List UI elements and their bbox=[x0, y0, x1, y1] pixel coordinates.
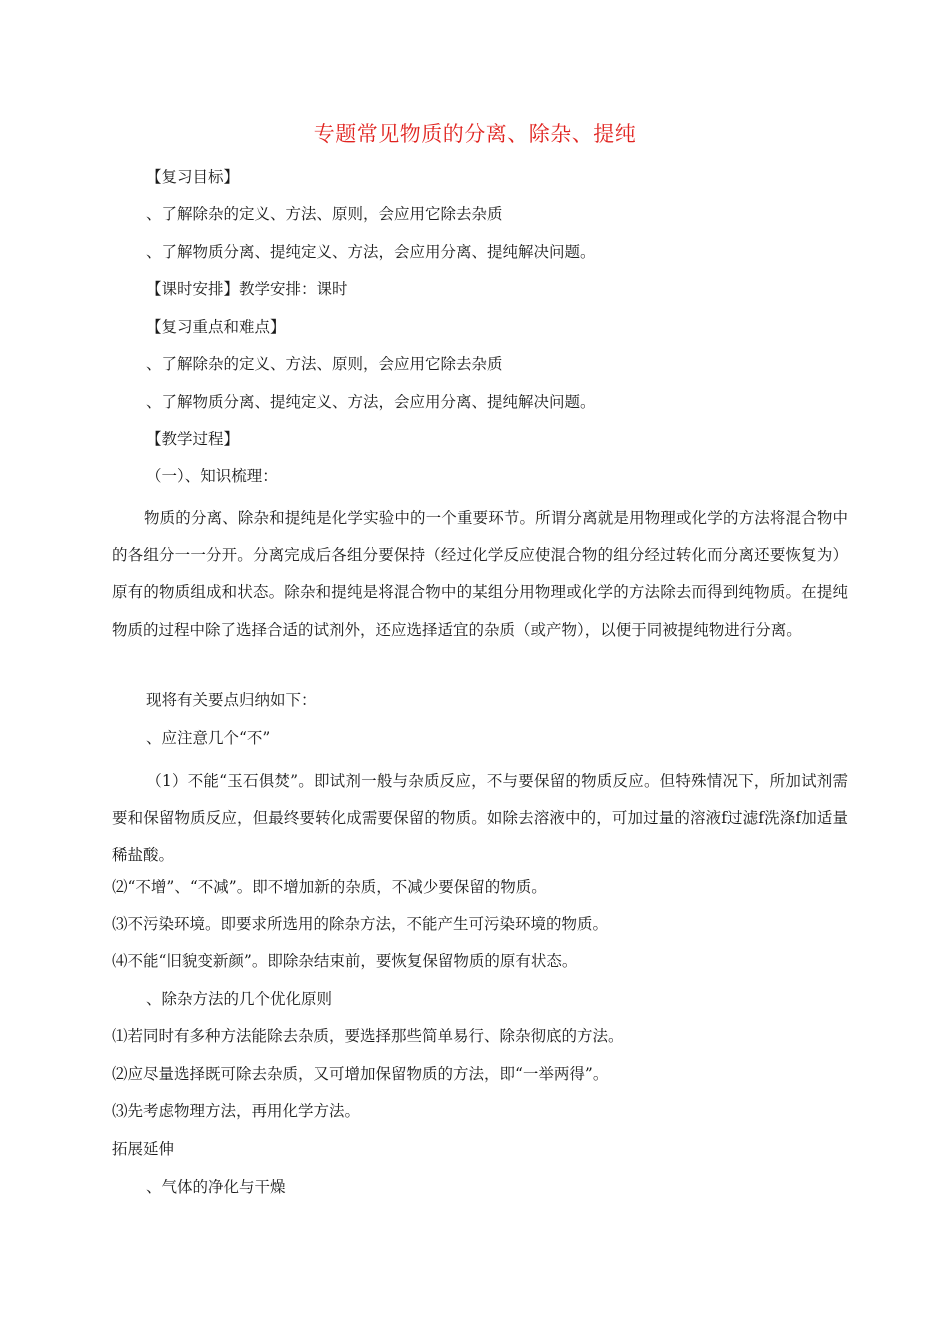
process-heading: 【教学过程】 bbox=[146, 430, 240, 448]
key-point-1: 、了解除杂的定义、方法、原则，会应用它除去杂质 bbox=[146, 355, 503, 373]
rule-3: ⑶不污染环境。即要求所选用的除杂方法，不能产生可污染环境的物质。 bbox=[112, 915, 609, 933]
key-points-heading: 【复习重点和难点】 bbox=[146, 318, 286, 336]
intro-paragraph: 物质的分离、除杂和提纯是化学实验中的一个重要环节。所谓分离就是用物理或化学的方法将混合物中的各组分一一分开。分离完成后各组分要保持（经过化学反应使混合物的组分经过转化而分离还要恢复为）原有的物质组成和状态。除杂和提纯是将混合物中的某组分用物理或化学的方法除去而得到纯物质。在提纯物质的过程中除了选择合适的试剂外，还应选择适宜的杂质（或产物），以便于同被提纯物进行分离。 bbox=[112, 509, 848, 639]
section-heading-knowledge: （一）、知识梳理： bbox=[146, 467, 278, 485]
goal-item-1: 、了解除杂的定义、方法、原则，会应用它除去杂质 bbox=[146, 205, 503, 223]
rule-2: ⑵“不增”、“不减”。即不增加新的杂质，不减少要保留的物质。 bbox=[112, 878, 547, 896]
principle-heading: 、除杂方法的几个优化原则 bbox=[146, 990, 333, 1008]
schedule-line: 【课时安排】教学安排：课时 bbox=[146, 280, 348, 298]
key-point-2: 、了解物质分离、提纯定义、方法，会应用分离、提纯解决问题。 bbox=[146, 393, 596, 411]
note-heading: 、应注意几个“不” bbox=[146, 729, 271, 747]
principle-3: ⑶先考虑物理方法，再用化学方法。 bbox=[112, 1102, 361, 1120]
principle-2: ⑵应尽量选择既可除去杂质，又可增加保留物质的方法，即“一举两得”。 bbox=[112, 1065, 609, 1083]
document-title: 专题常见物质的分离、除杂、提纯 bbox=[313, 122, 637, 146]
gas-purification-heading: 、气体的净化与干燥 bbox=[146, 1178, 286, 1196]
extension-heading: 拓展延伸 bbox=[112, 1140, 175, 1158]
review-goal-heading: 【复习目标】 bbox=[146, 168, 240, 186]
rule-1-paragraph bbox=[112, 763, 848, 873]
rule-1-text: （1）不能“玉石俱焚”。即试剂一般与杂质反应，不与要保留的物质反应。但特殊情况下，所加试剂需要和保留物质反应，但最终要转化成需要保留的物质。如除去溶液中的，可加过量的溶液f过滤f洗涤f加适量稀盐酸。 bbox=[112, 772, 848, 864]
principle-1: ⑴若同时有多种方法能除去杂质，要选择那些简单易行、除杂彻底的方法。 bbox=[112, 1027, 624, 1045]
goal-item-2: 、了解物质分离、提纯定义、方法，会应用分离、提纯解决问题。 bbox=[146, 243, 596, 261]
rule-4: ⑷不能“旧貌变新颜”。即除杂结束前，要恢复保留物质的原有状态。 bbox=[112, 952, 578, 970]
summary-intro: 现将有关要点归纳如下： bbox=[146, 691, 317, 709]
